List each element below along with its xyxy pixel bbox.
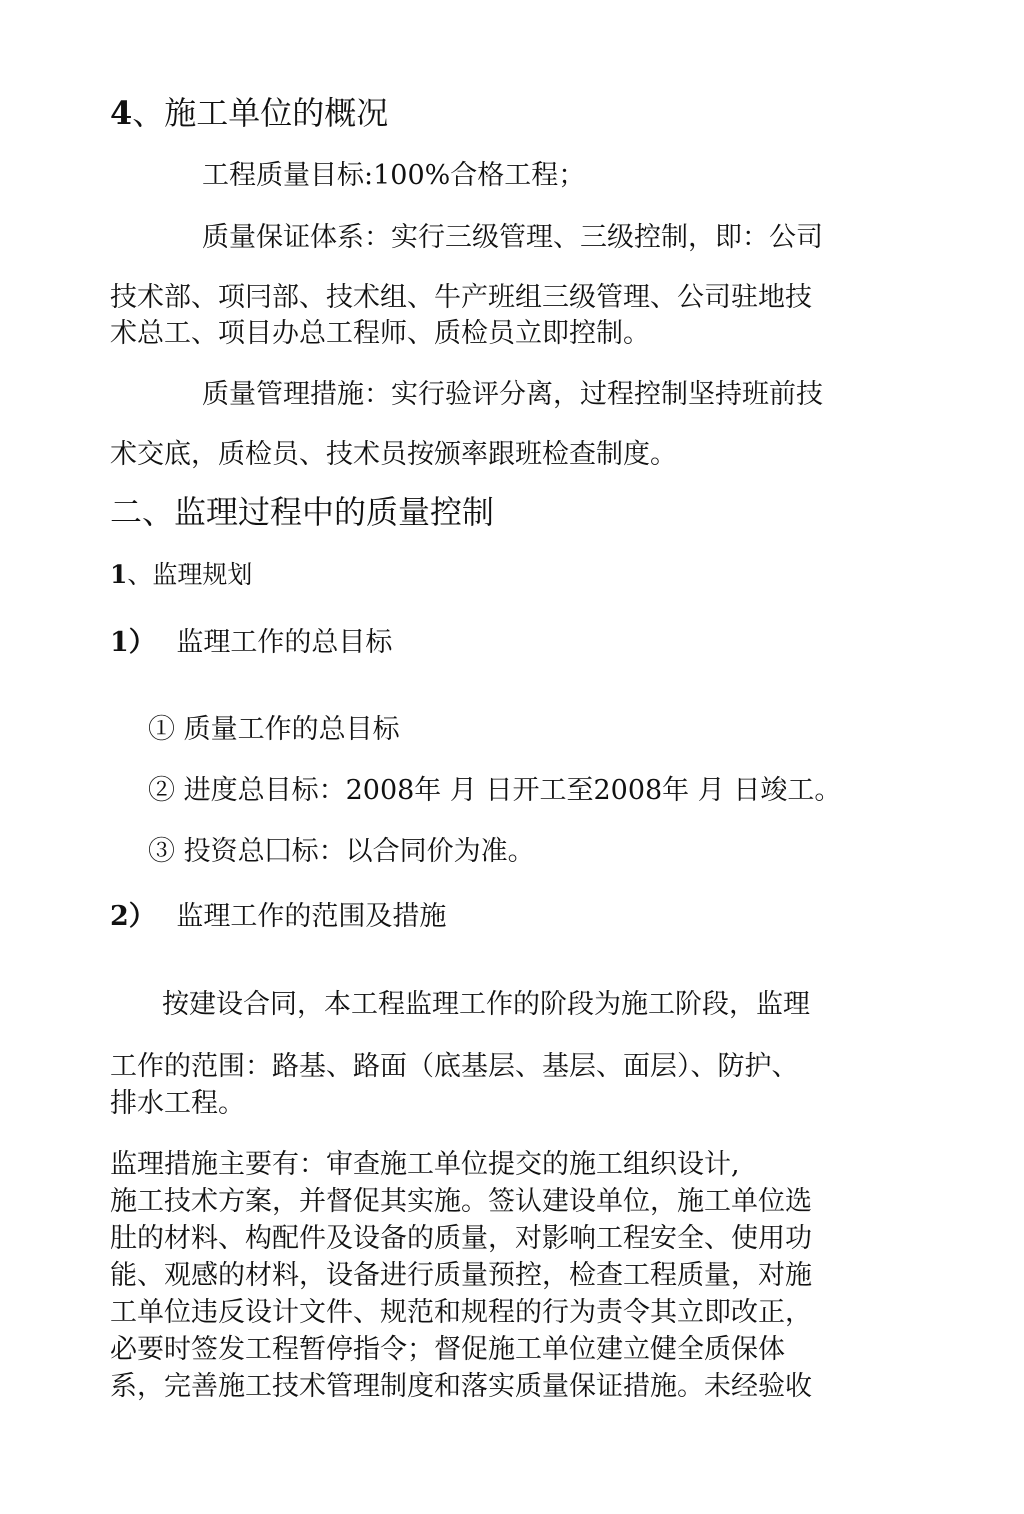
goal-schedule-line: ② 进度总目标：2008年 月 日开工至2008年 月 日竣工。 [148,775,842,806]
quality-goal-line: 工程质量目标:100%合格工程； [202,160,586,191]
supervision-measures-line: 肚的材料、构配件及设备的质量，对影响工程安全、使用功 [110,1223,812,1254]
supervision-measures-line: 工单位违反设计文件、规范和规程的行为责令其立即改正， [110,1297,812,1328]
guarantee-line-3: 术总工、项目办总工程师、质检员立即控制。 [110,318,650,349]
scope-line-2: 工作的范围：路基、路面（底基层、基层、面层）、防护、 [110,1051,799,1082]
item-2-heading [110,903,446,930]
subsection-1-heading [110,562,252,587]
section-2-heading: 二、监理过程中的质量控制 [110,493,495,531]
scope-line-1: 按建设合同，本工程监理工作的阶段为施工阶段，监理 [162,989,810,1020]
supervision-measures-line: 施工技术方案，并督促其实施。签认建设单位，施工单位选 [110,1186,812,1217]
supervision-measures-line: 系，完善施工技术管理制度和落实质量保证措施。未经验收 [110,1371,812,1402]
item-2-title: 监理工作的范围及措施 [176,901,447,932]
supervision-measures-line: 必要时签发工程暂停指令；督促施工单位建立健全质保体 [110,1334,785,1365]
section-4-heading [110,94,389,132]
item-1-heading [110,629,392,656]
goal-quality-line: ① 质量工作的总目标 [148,714,400,745]
item-1-number: 1） [110,627,156,658]
item-1-title: 监理工作的总目标 [176,627,393,658]
item-2-number: 2） [110,901,156,932]
subsection-1-title: 、监理规划 [127,560,253,589]
scope-line-3: 排水工程。 [110,1088,245,1119]
subsection-1-number: 1 [110,560,128,589]
guarantee-line-1: 质量保证体系：实行三级管理、三级控制，即：公司 [202,222,823,253]
section-4-title: 、施工单位的概况 [132,94,389,132]
measures-line-1: 质量管理措施：实行验评分离，过程控制坚持班前技 [202,379,823,410]
supervision-measures-line: 监理措施主要有：审查施工单位提交的施工组织设计, [110,1149,740,1180]
guarantee-line-2: 技术部、项冃部、技术组、牛产班组三级管理、公司驻地技 [110,282,812,313]
supervision-measures-line: 能、观感的材料，设备进行质量预控，检查工程质量，对施 [110,1260,812,1291]
goal-investment-line: ③ 投资总囗标：以合同价为准。 [148,836,535,867]
measures-line-2: 术交底，质检员、技术员按颁率跟班检查制度。 [110,439,677,470]
section-4-number: 4 [110,94,133,132]
